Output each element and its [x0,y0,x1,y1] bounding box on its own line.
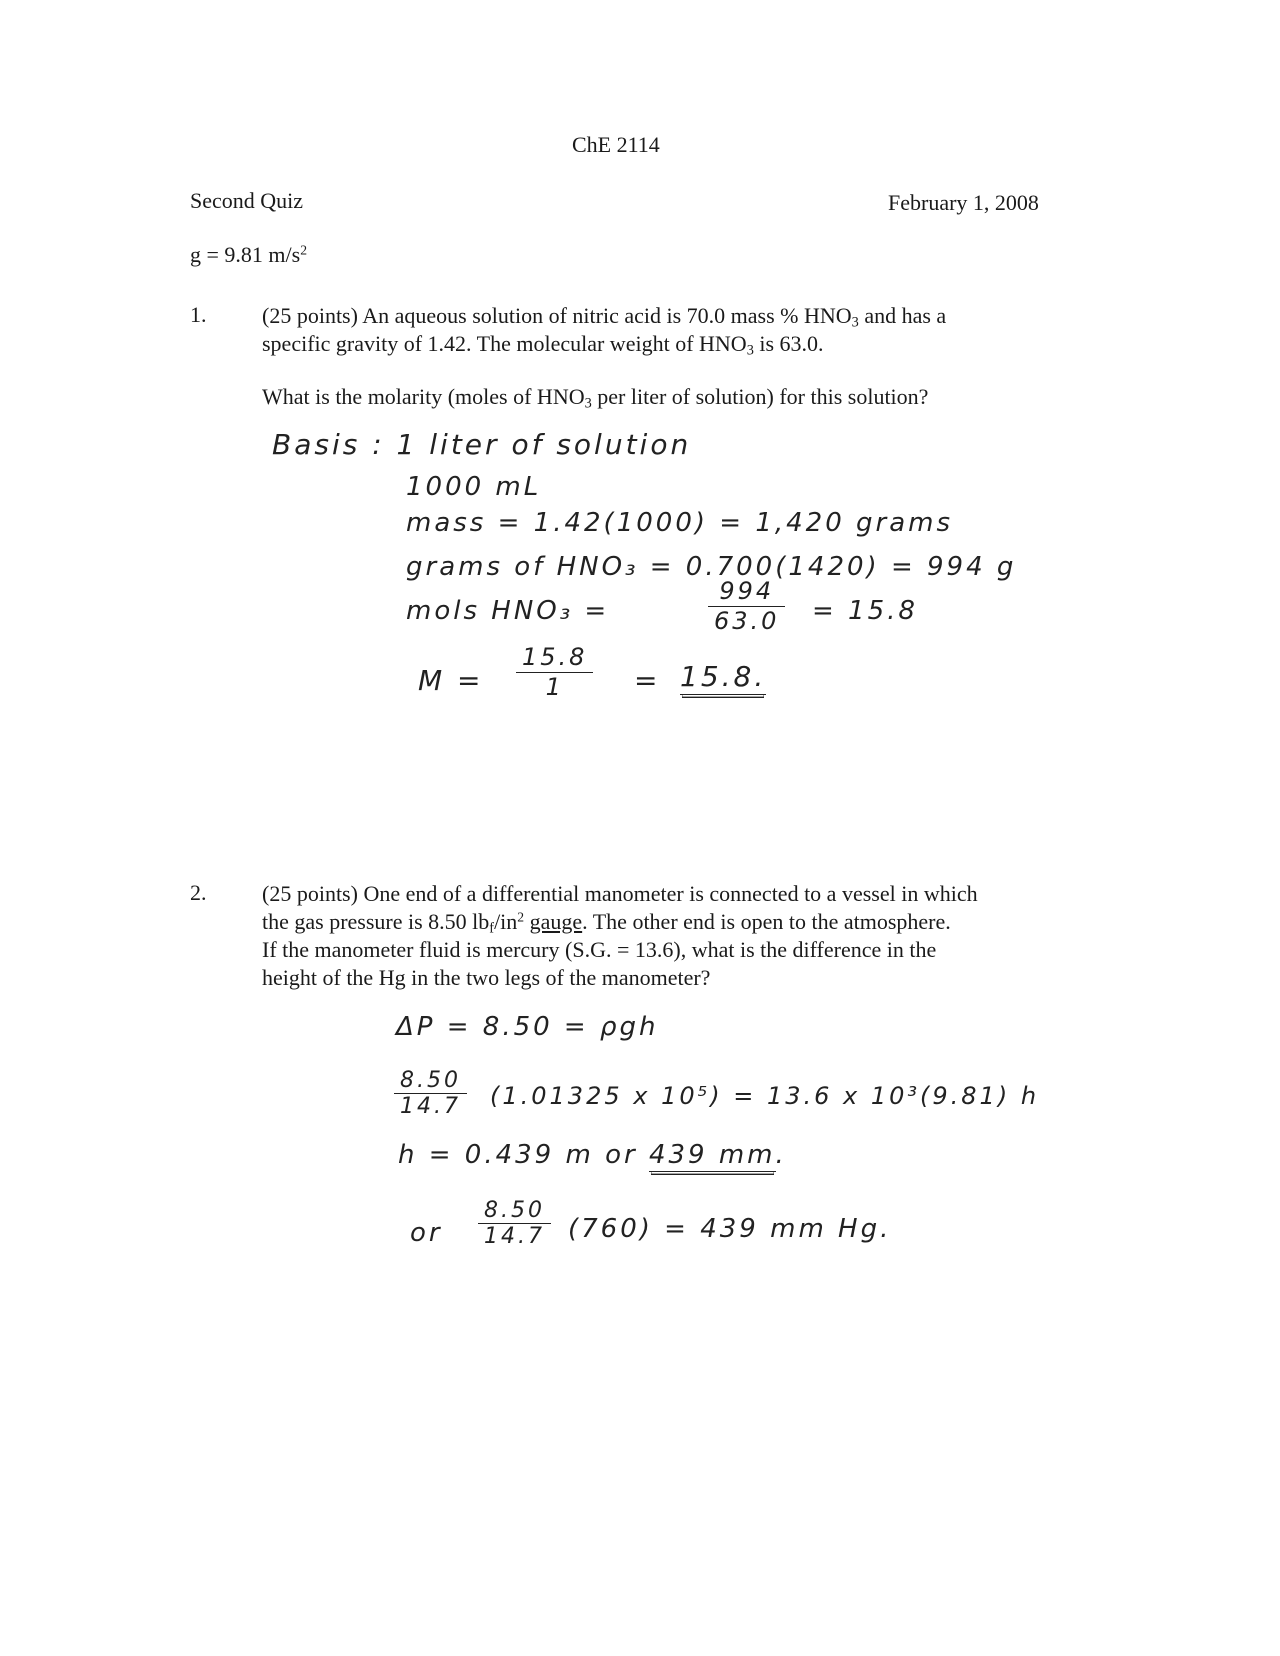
question-2-line-2: the gas pressure is 8.50 $lb_f/in^2$ gauge. The other end is open to the atmosphere. [262,909,951,937]
gravity-value: g = 9.81 m/s [190,242,301,267]
question-2-line-1: (25 points) One end of a differential manometer is connected to a vessel in which [262,881,978,906]
q2-ratio-numerator: 8.50 [394,1068,467,1094]
gravity-exponent: 2 [300,242,308,258]
q1-basis: Basis : 1 liter of solution [272,428,692,461]
question-2-text [262,880,1082,992]
q2-alt-fraction [478,1198,551,1251]
q1-molarity-fraction [516,644,593,701]
question-1-number: 1. [190,302,207,327]
q1-molarity-answer: 15.8. [680,660,767,693]
q2-height-answer: 439 mm [648,1140,776,1170]
question-1-prompt: What is the molarity (moles of $HNO_3$ per liter of solution) for this solution? [262,384,929,412]
question-1-text [262,302,1062,358]
q2-alt-denominator: 14.7 [484,1224,545,1250]
question-2-line-3: If the manometer fluid is mercury (S.G. = 13.6), what is the difference in the [262,937,937,962]
q1-molarity-numerator: 15.8 [516,644,593,673]
q2-alt-numerator: 8.50 [478,1198,551,1224]
q2-ratio-denominator: 14.7 [400,1094,461,1120]
question-1-line-1: (25 points) An aqueous solution of nitric acid is 70.0 mass % $HNO_3$ and has a [262,303,947,331]
q1-volume: 1000 mL [406,472,542,502]
question-2-line-4: height of the Hg in the two legs of the manometer? [262,965,711,990]
question-1-line-2: specific gravity of 1.42. The molecular weight of $HNO_3$ is 63.0. [262,331,824,359]
course-title: ChE 2114 [572,132,660,157]
q1-mols-label: mols HNO₃ = [406,596,610,626]
q1-mass: mass = 1.42(1000) = 1,420 grams [406,508,954,538]
q1-mols-result: = 15.8 [812,596,918,626]
question-2-number: 2. [190,880,207,905]
q1-mols-numerator: 994 [708,578,785,607]
q1-molarity-equals: = [634,664,661,697]
q2-pressure-eq: ΔP = 8.50 = ρgh [396,1012,659,1042]
gravity-constant [190,242,307,268]
quiz-title: Second Quiz [190,188,304,213]
q1-molarity-label: M = [418,664,484,697]
q2-or: or [410,1218,443,1248]
q1-grams-hno3: grams of HNO₃ = 0.700(1420) = 994 g [406,552,1017,582]
quiz-date: February 1, 2008 [888,190,1039,215]
q2-height-result: h = 0.439 m or 439 mm. [398,1140,787,1170]
q2-ratio-fraction [394,1068,467,1121]
q1-mols-denominator: 63.0 [714,606,780,635]
q1-mols-fraction [708,578,785,635]
q2-alt-equation: (760) = 439 mm Hg. [568,1214,892,1244]
q2-main-equation: (1.01325 x 10⁵) = 13.6 x 10³(9.81) h [490,1082,1040,1110]
q1-molarity-denominator: 1 [545,672,564,701]
